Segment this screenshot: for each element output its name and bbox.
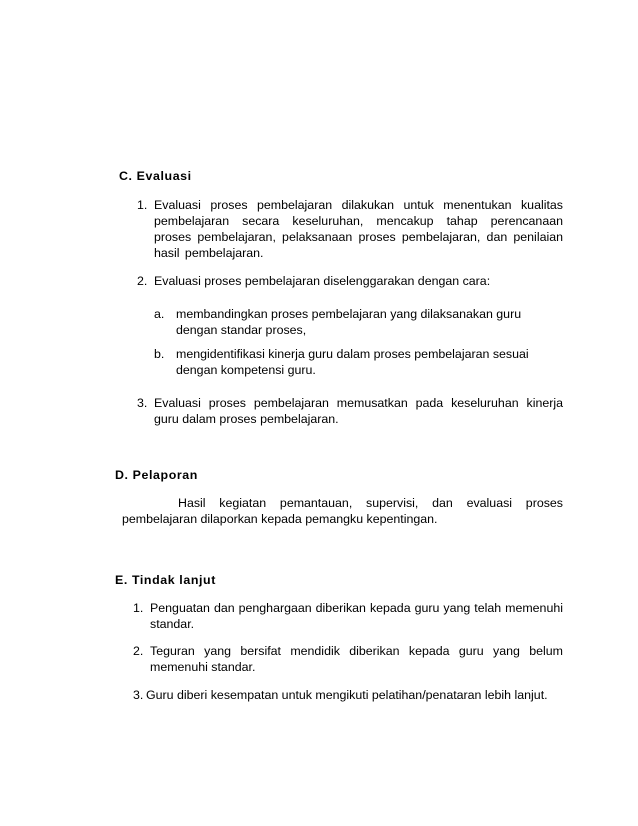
section-c-subitem-a	[154, 306, 554, 338]
section-d-heading: D. Pelaporan	[115, 468, 198, 482]
section-c-item-1	[137, 197, 563, 261]
list-marker: 1.	[137, 198, 148, 212]
list-item-text: Guru diberi kesempatan untuk mengikuti pelatihan/penataran lebih lanjut.	[146, 688, 548, 702]
section-c-subitem-b	[154, 346, 564, 378]
list-marker: 1.	[133, 601, 144, 615]
list-marker: 2.	[137, 274, 148, 288]
section-e-item-1	[133, 600, 563, 632]
section-e-item-2	[133, 643, 563, 675]
section-c-heading: C. Evaluasi	[119, 169, 192, 183]
list-marker: b.	[154, 347, 165, 361]
list-marker: 2.	[133, 644, 144, 658]
list-marker: a.	[154, 307, 165, 321]
list-item-text: Evaluasi proses pembelajaran memusatkan pada keseluruhan kinerja guru dalam proses pembelajaran.	[154, 396, 563, 426]
section-e-item-3	[133, 687, 573, 703]
section-c-item-3	[137, 395, 563, 427]
list-item-text: Penguatan dan penghargaan diberikan kepada guru yang telah memenuhi standar.	[150, 601, 563, 631]
list-item-text: mengidentifikasi kinerja guru dalam proses pembelajaran sesuai dengan kompetensi guru.	[176, 347, 529, 377]
paragraph-text: Hasil kegiatan pemantauan, supervisi, dan evaluasi proses pembelajaran dilaporkan kepada pemangku kepentingan.	[122, 496, 563, 526]
list-marker: 3.	[133, 688, 144, 702]
list-marker: 3.	[137, 396, 148, 410]
list-item-text: Evaluasi proses pembelajaran dilakukan untuk menentukan kualitas pembelajaran secara keseluruhan, mencakup tahap perencanaan proses pembelajaran, pelaksanaan proses pembelajaran, dan penilaian hasil pembelajaran.	[154, 198, 563, 260]
section-e-heading: E. Tindak lanjut	[115, 573, 216, 587]
section-d-paragraph	[122, 495, 563, 527]
list-item-text: Evaluasi proses pembelajaran diselenggarakan dengan cara:	[154, 274, 491, 288]
list-item-text: Teguran yang bersifat mendidik diberikan kepada guru yang belum memenuhi standar.	[150, 644, 563, 674]
list-item-text: membandingkan proses pembelajaran yang dilaksanakan guru dengan standar proses,	[176, 307, 522, 337]
section-c-item-2	[137, 273, 563, 289]
